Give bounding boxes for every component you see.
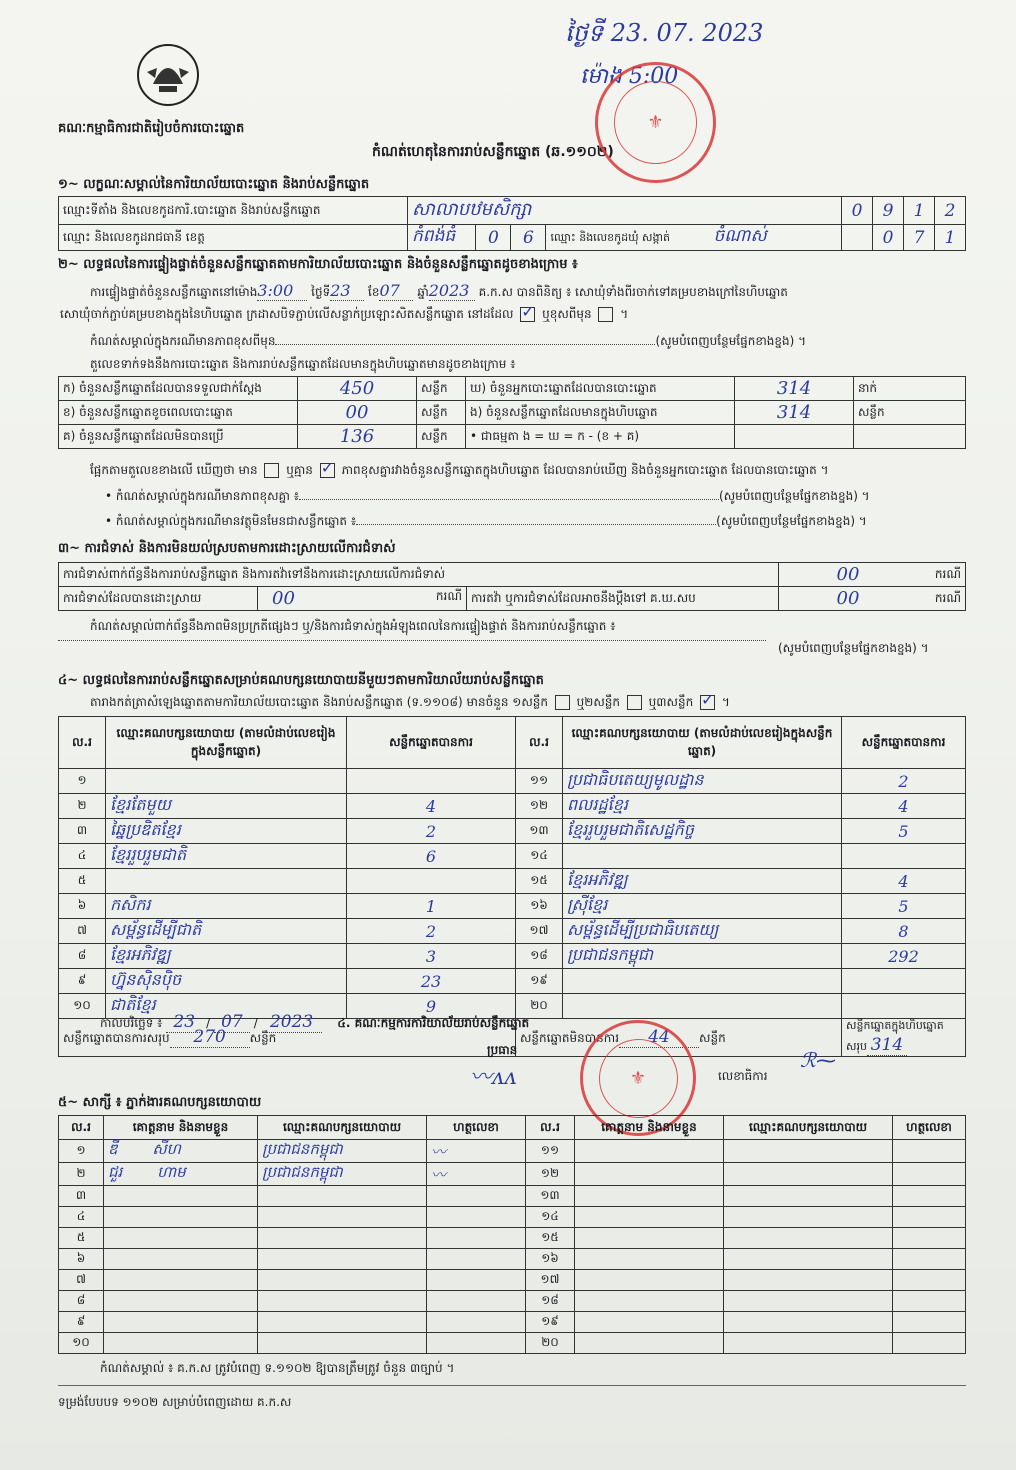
party-votes: 292	[842, 944, 966, 969]
party-name: ពលរដ្ឋខ្មែរ	[563, 794, 842, 819]
s2-bullet1: • កំណត់សម្គាល់ក្នុងករណីមានភាពខុសគ្នា ៖ (សូមបំពេញបន្ថែមផ្នែកខាងខ្នង) ។	[105, 489, 870, 503]
table-row	[59, 794, 966, 819]
party-votes: 4	[347, 794, 516, 819]
witness-row	[59, 1249, 966, 1270]
party-no: ១១	[516, 769, 563, 794]
witness-no-r: ១១	[526, 1140, 575, 1163]
witness-name	[104, 1333, 258, 1354]
witness-signature-r	[893, 1186, 966, 1207]
witness-no-r: ១៧	[526, 1270, 575, 1291]
no-diff-checkbox[interactable]	[320, 463, 335, 478]
s2-para2: សោឃុំចាក់ភ្ជាប់គម្របខាងក្នុងនៃហិបឆ្នោត ក្រដាសបិទភ្ជាប់លើសន្លាក់ប្រឡោះសិតសន្លឹកឆ្នោត នៅដដែល ✓ ឬខុសពីមុន ។	[60, 306, 960, 324]
objections-table	[58, 562, 966, 611]
witness-no: ៥	[59, 1228, 104, 1249]
col-no-r: ល.រ	[516, 717, 563, 769]
s2-para3: កំណត់សម្គាល់ក្នុងករណីមានភាពខុសពីមុន (សូមបំពេញបន្ថែមផ្នែកខាងខ្នង) ។	[90, 334, 807, 348]
witness-signature	[427, 1270, 526, 1291]
s1-pcode-0: 0	[476, 225, 511, 251]
table-row	[59, 869, 966, 894]
chief-signature: 〰ᴧᴧ	[470, 1065, 517, 1090]
witness-signature-r	[893, 1270, 966, 1291]
col-votes-r: សន្លឹកឆ្នោតបានការ	[842, 717, 966, 769]
witness-signature-r	[893, 1140, 966, 1163]
witness-party	[258, 1228, 427, 1249]
obj-row2b-unit: ករណី	[917, 587, 966, 611]
witness-name: ឌី សីហ	[104, 1140, 258, 1163]
witness-name-r	[575, 1249, 724, 1270]
party-votes: 5	[842, 819, 966, 844]
official-stamp-bottom: ⚜	[580, 1020, 696, 1136]
witness-no-r: ១៥	[526, 1228, 575, 1249]
witness-row	[59, 1312, 966, 1333]
one-sheet-checkbox[interactable]	[555, 695, 570, 710]
witness-name	[104, 1312, 258, 1333]
witness-name-r	[575, 1270, 724, 1291]
obj-row2-value: 00 ករណី	[258, 587, 467, 611]
table-row	[59, 819, 966, 844]
s1-ccode-2: 1	[935, 225, 966, 251]
witness-name-r	[575, 1312, 724, 1333]
witness-party-r	[724, 1333, 893, 1354]
party-name: ខ្មែរអភិវឌ្ឍ	[106, 944, 347, 969]
table-row	[59, 919, 966, 944]
s1-pcode-1: 6	[511, 225, 546, 251]
party-votes: 2	[347, 919, 516, 944]
section3-heading: ៣~ ការជំទាស់ និងការមិនយល់ស្របតាមការដោះស្រាយលើការជំទាស់	[58, 541, 396, 556]
witness-name-r	[575, 1333, 724, 1354]
witness-signature-r	[893, 1333, 966, 1354]
party-no: ១៩	[516, 969, 563, 994]
obj-row1-value: 00	[779, 563, 918, 587]
witness-row	[59, 1270, 966, 1291]
s2-para5: ផ្អែកតាមតួលេខខាងលើ ឃើញថា មាន ឬគ្មាន ✓ ភាពខុសគ្នារវាងចំនួនសន្លឹកឆ្នោតក្នុងហិបឆ្នោត ដែលបានរាប់ឃើញ និងចំនួនអ្នកបោះឆ្នោត ដែលបានបោះឆ្នោត ។	[90, 462, 970, 480]
party-name: ប្រជាជនកម្ពុជា	[563, 944, 842, 969]
witness-row	[59, 1163, 966, 1186]
party-no: ១៤	[516, 844, 563, 869]
witness-signature	[427, 1207, 526, 1228]
witness-party	[258, 1207, 427, 1228]
witness-party	[258, 1312, 427, 1333]
count-label-b: ង) ចំនួនសន្លឹកឆ្នោតដែលមានក្នុងហិបឆ្នោត	[466, 401, 735, 425]
party-name: ហ្វ៊ុនស៊ិនប៉ិច	[106, 969, 347, 994]
w-col-no-r: ល.រ	[526, 1116, 575, 1140]
witness-no: ៨	[59, 1291, 104, 1312]
party-votes: 2	[347, 819, 516, 844]
party-votes	[842, 969, 966, 994]
party-name	[563, 969, 842, 994]
s2-para1: ការផ្ទៀងផ្ទាត់ចំនួនសន្លឹកឆ្នោតនៅម៉ោង3:00 ថ្ងៃទី23 ខែ07 ឆ្នាំ2023 គ.ក.ស បានពិនិត្យ ៖ សោឃុំទាំងពីរចាក់ទៅគម្របខាងក្រៅនៃហិបឆ្នោត	[90, 281, 788, 300]
witness-party-r	[724, 1207, 893, 1228]
w-col-party-r: ឈ្មោះគណបក្សនយោបាយ	[724, 1116, 893, 1140]
witness-party	[258, 1249, 427, 1270]
table-row	[59, 844, 966, 869]
party-name: ឆ្នៃប្រឌិតខ្មែរ	[106, 819, 347, 844]
party-name: ខ្មែររួបរួមជាតិ	[106, 844, 347, 869]
s2-para4: តួលេខទាក់ទងនឹងការបោះឆ្នោត និងការរាប់សន្លឹកឆ្នោតដែលមានក្នុងហិបឆ្នោតមានដូចខាងក្រោម ៖	[90, 357, 516, 371]
w-col-no: ល.រ	[59, 1116, 104, 1140]
s1-code-0: 0	[842, 197, 873, 225]
witness-signature-r	[893, 1312, 966, 1333]
same-checkbox[interactable]	[520, 307, 535, 322]
party-no: ៤	[59, 844, 106, 869]
count-label-b: • ជាធម្មតា ង = ឃ = ក - (ខ + គ)	[466, 425, 735, 449]
party-no: ១៨	[516, 944, 563, 969]
party-votes: 6	[347, 844, 516, 869]
secretary-signature: ℛ⁓	[800, 1048, 836, 1072]
w-col-sign: ហត្ថលេខា	[427, 1116, 526, 1140]
party-name: ប្រជាធិបតេយ្យមូលដ្ឋាន	[563, 769, 842, 794]
party-votes: 1	[347, 894, 516, 919]
party-no: ៧	[59, 919, 106, 944]
witness-name-r	[575, 1228, 724, 1249]
party-no: ៦	[59, 894, 106, 919]
witness-party: ប្រជាជនកម្ពុជា	[258, 1163, 427, 1186]
s3-note-back: (សូមបំពេញបន្ថែមផ្នែកខាងខ្នង) ។	[778, 641, 929, 655]
witness-signature	[427, 1312, 526, 1333]
party-name	[106, 769, 347, 794]
party-name: ខ្មែររួបរួមជាតិសេដ្ឋកិច្ច	[563, 819, 842, 844]
witness-row	[59, 1333, 966, 1354]
witness-name	[104, 1186, 258, 1207]
s1-code-1: 9	[873, 197, 904, 225]
witness-no-r: ១៦	[526, 1249, 575, 1270]
party-votes: 4	[842, 794, 966, 819]
count-label: គ) ចំនួនសន្លឹកឆ្នោតដែលមិនបានប្រើ	[59, 425, 298, 449]
count-unit: សន្លឹក	[417, 401, 466, 425]
witness-no-r: ១២	[526, 1163, 575, 1186]
count-unit: សន្លឹក	[417, 425, 466, 449]
count-value-b	[735, 425, 854, 449]
total-box: សន្លឹកឆ្នោតក្នុងហិបឆ្នោតសរុប 314	[842, 1019, 966, 1057]
vote-counts-table	[58, 376, 966, 449]
party-votes	[347, 769, 516, 794]
party-name: សម្ព័ន្ធដើម្បីប្រជាធិបតេយ្យ	[563, 919, 842, 944]
party-no: ១៦	[516, 894, 563, 919]
witness-no-r: ១៣	[526, 1186, 575, 1207]
witness-signature: 〰	[427, 1140, 526, 1163]
witness-row	[59, 1291, 966, 1312]
total-valid: សន្លឹកឆ្នោតបានការសរុប 270 សន្លឹក	[59, 1019, 516, 1057]
witness-name-r	[575, 1186, 724, 1207]
witness-name	[104, 1249, 258, 1270]
different-checkbox[interactable]	[598, 307, 613, 322]
witness-party: ប្រជាជនកម្ពុជា	[258, 1140, 427, 1163]
witness-signature	[427, 1333, 526, 1354]
witness-party-r	[724, 1249, 893, 1270]
footer-note: កំណត់សម្គាល់ ៖ គ.ក.ស ត្រូវបំពេញ ទ.១១០២ ឱ្យបានត្រឹមត្រូវ ចំនួន ៣ច្បាប់ ។	[100, 1361, 455, 1375]
witness-name-r	[575, 1163, 724, 1186]
section4-heading: ៤~ លទ្ធផលនៃការរាប់សន្លឹកឆ្នោតសម្រាប់គណបក្សនយោបាយនីមួយៗតាមការិយាល័យរាប់សន្លឹកឆ្នោត	[58, 673, 544, 688]
total-invalid: សន្លឹកឆ្នោតមិនបានការ 44 សន្លឹក	[516, 1019, 842, 1057]
s1-label: ឈ្មោះទីតាំង និងលេខកូដការិ.បោះឆ្នោត និងរាប់សន្លឹកឆ្នោត	[59, 197, 408, 225]
party-name: ស្រ៊ីខ្មែរ	[563, 894, 842, 919]
witness-party-r	[724, 1291, 893, 1312]
count-unit: សន្លឹក	[417, 377, 466, 401]
witness-no: ៩	[59, 1312, 104, 1333]
count-value: 450	[298, 377, 417, 401]
party-no: ១២	[516, 794, 563, 819]
chief-label: ប្រធាន	[487, 1043, 518, 1057]
party-name: ជាតិខ្មែរ	[106, 994, 347, 1019]
s4-date: កាលបរិច្ឆេទ ៖ 23 / 07 / 2023 ៤. គណៈកម្មការការិយាល័យរាប់សន្លឹកឆ្នោត	[100, 1012, 530, 1032]
witness-party	[258, 1186, 427, 1207]
hand-time: ម៉ោង 5:00	[580, 64, 679, 89]
witness-no: ១	[59, 1140, 104, 1163]
witness-row	[59, 1186, 966, 1207]
witness-no: ២	[59, 1163, 104, 1186]
party-votes: 5	[842, 894, 966, 919]
party-name	[563, 844, 842, 869]
witness-name	[104, 1228, 258, 1249]
w-col-sign-r: ហត្ថលេខា	[893, 1116, 966, 1140]
party-name: កសិករ	[106, 894, 347, 919]
party-no: ៩	[59, 969, 106, 994]
w-col-name-r: គោត្តនាម និងនាមខ្លួន	[575, 1116, 724, 1140]
org-name: គណៈកម្មាធិការជាតិរៀបចំការបោះឆ្នោត	[58, 121, 245, 136]
party-votes: 8	[842, 919, 966, 944]
witness-table	[58, 1115, 966, 1354]
s4-intro: តារាងកត់ត្រាសំឡេងឆ្នោតតាមការិយាល័យបោះឆ្នោត និងរាប់សន្លឹកឆ្នោត (ទ.១១០៨) មានចំនួន ១សន្លឹក ឬ២សន្លឹក ឬ៣សន្លឹក ✓ ។	[90, 694, 970, 712]
table-row	[59, 769, 966, 794]
witness-no-r: ១៤	[526, 1207, 575, 1228]
obj-row2b-value: 00	[779, 587, 918, 611]
witness-party-r	[724, 1312, 893, 1333]
witness-no: ៦	[59, 1249, 104, 1270]
witness-row	[59, 1140, 966, 1163]
witness-no: ១០	[59, 1333, 104, 1354]
page-title: កំណត់ហេតុនៃការរាប់សន្លឹកឆ្នោត (ឆ.១១០២)	[372, 144, 614, 160]
party-votes	[842, 994, 966, 1019]
official-stamp-top: ⚜	[595, 62, 716, 183]
witness-party-r	[724, 1228, 893, 1249]
s1-code-2: 1	[904, 197, 935, 225]
witness-name: ជួរ ហាម	[104, 1163, 258, 1186]
witness-no: ៣	[59, 1186, 104, 1207]
s1-value: សាលាបឋមសិក្សា	[408, 197, 842, 225]
witness-signature-r	[893, 1163, 966, 1186]
party-results-table	[58, 716, 966, 1057]
witness-party	[258, 1291, 427, 1312]
hand-date: ថ្ងៃទី 23. 07. 2023	[565, 19, 764, 47]
witness-signature	[427, 1228, 526, 1249]
party-name: ខ្មែរតែមួយ	[106, 794, 347, 819]
witness-party-r	[724, 1270, 893, 1291]
obj-row1-unit: ករណី	[917, 563, 966, 587]
witness-party	[258, 1333, 427, 1354]
count-value: 00	[298, 401, 417, 425]
party-no: ៣	[59, 819, 106, 844]
party-votes	[347, 869, 516, 894]
witness-no-r: ២០	[526, 1333, 575, 1354]
witness-name-r	[575, 1291, 724, 1312]
witness-no-r: ១៨	[526, 1291, 575, 1312]
count-row	[59, 401, 966, 425]
col-votes: សន្លឹកឆ្នោតបានការ	[347, 717, 516, 769]
witness-no: ៤	[59, 1207, 104, 1228]
party-votes: 23	[347, 969, 516, 994]
witness-name	[104, 1207, 258, 1228]
witness-signature	[427, 1249, 526, 1270]
s1-commune-label: ឈ្មោះ និងលេខកូដឃុំ សង្កាត់ ចំណាស់	[546, 225, 842, 251]
witness-name-r	[575, 1140, 724, 1163]
w-col-party: ឈ្មោះគណបក្សនយោបាយ	[258, 1116, 427, 1140]
count-value-b: 314	[735, 377, 854, 401]
witness-name	[104, 1291, 258, 1312]
witness-signature-r	[893, 1207, 966, 1228]
has-diff-checkbox[interactable]	[264, 463, 279, 478]
party-no: ១៣	[516, 819, 563, 844]
party-name	[106, 869, 347, 894]
witness-name	[104, 1270, 258, 1291]
party-votes	[842, 844, 966, 869]
party-no: ៨	[59, 944, 106, 969]
witness-signature-r	[893, 1228, 966, 1249]
party-name: ខ្មែរអភិវឌ្ឍ	[563, 869, 842, 894]
s1-province-label: ឈ្មោះ និងលេខកូដរាជធានី ខេត្ត	[59, 225, 408, 251]
section5-heading: ៥~ សាក្សី ៖ ភ្នាក់ងារគណបក្សនយោបាយ	[58, 1095, 262, 1110]
party-no: ១	[59, 769, 106, 794]
obj-row2b-label: ការតវ៉ា ឬការជំទាស់ដែលអាចនឹងប្តឹងទៅ គ.ឃ.សប	[467, 587, 779, 611]
count-row	[59, 425, 966, 449]
count-row	[59, 377, 966, 401]
party-no: ១០	[59, 994, 106, 1019]
col-no: ល.រ	[59, 717, 106, 769]
witness-signature: 〰	[427, 1163, 526, 1186]
count-value: 136	[298, 425, 417, 449]
party-no: ៥	[59, 869, 106, 894]
party-votes: 3	[347, 944, 516, 969]
footer-form: ទម្រង់បែបបទ ១១០២ សម្រាប់បំពេញដោយ គ.ក.ស	[58, 1395, 292, 1409]
witness-party-r	[724, 1163, 893, 1186]
party-votes: 4	[842, 869, 966, 894]
count-value-b: 314	[735, 401, 854, 425]
witness-party-r	[724, 1186, 893, 1207]
w-col-name: គោត្តនាម និងនាមខ្លួន	[104, 1116, 258, 1140]
party-name: សម្ព័ន្ធដើម្បីជាតិ	[106, 919, 347, 944]
table-row	[59, 969, 966, 994]
s3-note: កំណត់សម្គាល់ពាក់ព័ន្ធនឹងភាពមិនប្រក្រតីផ្សេងៗ ឬ/និងការជំទាស់ក្នុងអំឡុងពេលនៃការផ្ទៀងផ្ទាត់ និងការរាប់សន្លឹកឆ្នោត ៖	[90, 619, 616, 633]
witness-no-r: ១៩	[526, 1312, 575, 1333]
party-no: ២០	[516, 994, 563, 1019]
witness-signature	[427, 1186, 526, 1207]
count-unit-b: នាក់	[854, 377, 966, 401]
col-party-r: ឈ្មោះគណបក្សនយោបាយ (តាមលំដាប់លេខរៀងក្នុងសន្លឹកឆ្នោត)	[563, 717, 842, 769]
witness-party	[258, 1270, 427, 1291]
two-sheet-checkbox[interactable]	[627, 695, 642, 710]
section2-heading: ២~ លទ្ធផលនៃការផ្ទៀងផ្ទាត់ចំនួនសន្លឹកឆ្នោតតាមការិយាល័យបោះឆ្នោត និងចំនួនសន្លឹកឆ្នោតដូចខាងក្រោម ៖	[58, 257, 578, 272]
obj-row2-label: ការជំទាស់ដែលបានដោះស្រាយ	[59, 587, 258, 611]
section1-table	[58, 196, 966, 251]
witness-no: ៧	[59, 1270, 104, 1291]
party-no: ២	[59, 794, 106, 819]
table-row	[59, 944, 966, 969]
s1-ccode-0: 0	[873, 225, 904, 251]
count-unit-b: សន្លឹក	[854, 401, 966, 425]
s2-bullet2: • កំណត់សម្គាល់ក្នុងករណីមានវត្ថុមិនមែនជាសន្លឹកឆ្នោត ៖ (សូមបំពេញបន្ថែមផ្នែកខាងខ្នង) ។	[105, 514, 867, 528]
party-votes: 2	[842, 769, 966, 794]
col-party: ឈ្មោះគណបក្សនយោបាយ (តាមលំដាប់លេខរៀងក្នុងសន្លឹកឆ្នោត)	[106, 717, 347, 769]
party-name	[563, 994, 842, 1019]
secretary-label: លេខាធិការ	[718, 1069, 768, 1083]
witness-party-r	[724, 1140, 893, 1163]
three-sheet-checkbox[interactable]	[700, 695, 715, 710]
count-label: ក) ចំនួនសន្លឹកឆ្នោតដែលបានទទួលជាក់ស្តែង	[59, 377, 298, 401]
s1-ccode-1: 7	[904, 225, 935, 251]
witness-signature-r	[893, 1291, 966, 1312]
witness-signature-r	[893, 1249, 966, 1270]
witness-row	[59, 1228, 966, 1249]
party-no: ១៥	[516, 869, 563, 894]
section1-heading: ១~ លក្ខណៈសម្គាល់នៃការិយាល័យបោះឆ្នោត និងរាប់សន្លឹកឆ្នោត	[58, 177, 370, 192]
party-votes: 9	[347, 994, 516, 1019]
table-row	[59, 894, 966, 919]
obj-row1-label: ការជំទាស់ពាក់ព័ន្ធនឹងការរាប់សន្លឹកឆ្នោត និងការតវ៉ាទៅនឹងការដោះស្រាយលើការជំទាស់	[59, 563, 779, 587]
witness-row	[59, 1207, 966, 1228]
count-unit-b	[854, 425, 966, 449]
emblem-logo	[135, 42, 201, 108]
witness-name-r	[575, 1207, 724, 1228]
witness-signature	[427, 1291, 526, 1312]
count-label: ខ) ចំនួនសន្លឹកឆ្នោតខូចពេលបោះឆ្នោត	[59, 401, 298, 425]
s1-code-3: 2	[935, 197, 966, 225]
party-no: ១៧	[516, 919, 563, 944]
s1-province: កំពង់ធំ	[408, 225, 476, 251]
count-label-b: ឃ) ចំនួនអ្នកបោះឆ្នោតដែលបានបោះឆ្នោត	[466, 377, 735, 401]
